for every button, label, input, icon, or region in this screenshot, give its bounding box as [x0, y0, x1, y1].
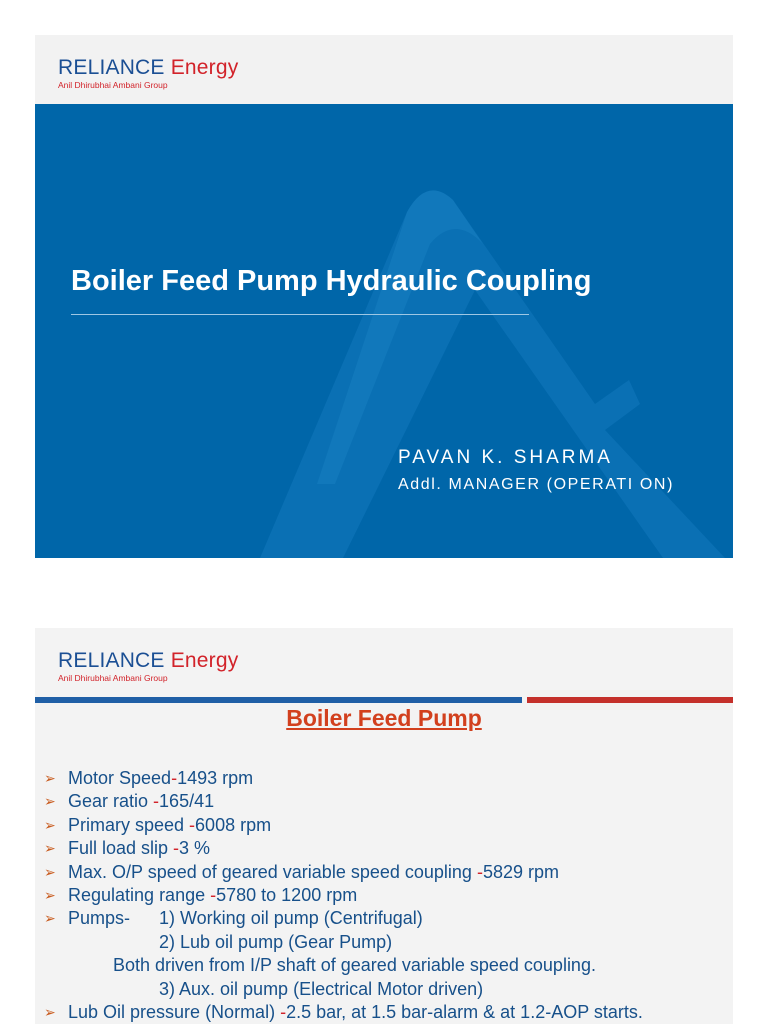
slide-heading: Boiler Feed Pump: [286, 705, 482, 731]
arrow-bullet-icon: ➢: [44, 1003, 56, 1020]
list-item-pumps: [44, 907, 729, 930]
item-value: 3 %: [179, 838, 211, 859]
list-item: ➢ Gear ratio -165/41: [44, 790, 729, 813]
title-banner: [35, 104, 733, 558]
logo-brand-energy: Energy: [170, 56, 239, 79]
item-label: Gear ratio: [68, 791, 154, 812]
author-role: Addl. MANAGER (OPERATI ON): [398, 476, 675, 493]
list-item: ➢ Motor Speed-1493 rpm: [44, 767, 729, 790]
presentation-title: Boiler Feed Pump Hydraulic Coupling: [71, 265, 592, 297]
item-value: 5829 rpm: [482, 861, 559, 882]
item-label: Lub Oil pressure (Normal): [68, 1001, 281, 1022]
arrow-bullet-icon: ➢: [44, 910, 56, 927]
pump-item-2: 2) Lub oil pump (Gear Pump): [159, 931, 393, 952]
logo-brand-main: RELIANCE: [58, 56, 165, 79]
list-item-pump-note: [44, 954, 729, 977]
content-slide: [35, 628, 733, 1024]
title-divider: [71, 314, 529, 315]
arrow-bullet-icon: ➢: [44, 863, 56, 880]
item-value: 1493 rpm: [177, 768, 254, 788]
reliance-energy-logo: [58, 57, 238, 90]
author-name: PAVAN K. SHARMA: [398, 447, 613, 468]
logo-brand-main: RELIANCE: [58, 649, 165, 672]
arrow-bullet-icon: ➢: [44, 886, 56, 903]
arrow-bullet-icon: ➢: [44, 816, 56, 833]
item-label: Regulating range: [68, 884, 211, 905]
item-label: Motor Speed: [68, 768, 172, 788]
reliance-energy-logo: [58, 650, 238, 683]
logo-group-text: Anil Dhirubhai Ambani Group: [58, 673, 168, 683]
item-label: Max. O/P speed of geared variable speed coupling: [68, 861, 477, 882]
logo-brand-energy: Energy: [170, 649, 239, 672]
item-value: 6008 rpm: [195, 814, 272, 835]
item-value: 5780 to 1200 rpm: [216, 884, 358, 905]
item-label: Full load slip: [68, 838, 174, 859]
pumps-label: Pumps-: [68, 908, 131, 929]
list-item: ➢ Primary speed -6008 rpm: [44, 814, 729, 837]
item-value: 2.5 bar, at 1.5 bar-alarm & at 1.2-AOP starts.: [286, 1001, 643, 1022]
header-bar-red: [527, 697, 733, 703]
arrow-bullet-icon: ➢: [44, 840, 56, 857]
list-item: ➢ Full load slip -3 %: [44, 837, 729, 860]
item-label: Primary speed: [68, 814, 190, 835]
list-item: ➢ Regulating range -5780 to 1200 rpm: [44, 884, 729, 907]
title-slide: [35, 35, 733, 558]
arrow-bullet-icon: ➢: [44, 770, 56, 786]
header-bar-blue: [35, 697, 522, 703]
pump-item-1: 1) Working oil pump (Centrifugal): [159, 908, 423, 929]
list-item: ➢ Lub Oil pressure (Normal) -2.5 bar, at 1.5 bar-alarm & at 1.2-AOP starts.: [44, 1001, 729, 1024]
logo-group-text: Anil Dhirubhai Ambani Group: [58, 80, 168, 90]
spec-list: [44, 767, 729, 1024]
item-value: 165/41: [159, 791, 215, 812]
list-item-pump-3: [44, 978, 729, 1001]
arrow-bullet-icon: ➢: [44, 793, 56, 810]
list-item: ➢ Max. O/P speed of geared variable speed coupling -5829 rpm: [44, 861, 729, 884]
list-item-pump-2: [44, 931, 729, 954]
pump-drive-note: Both driven from I/P shaft of geared variable speed coupling.: [113, 955, 596, 976]
pump-item-3: 3) Aux. oil pump (Electrical Motor driven): [159, 978, 484, 999]
